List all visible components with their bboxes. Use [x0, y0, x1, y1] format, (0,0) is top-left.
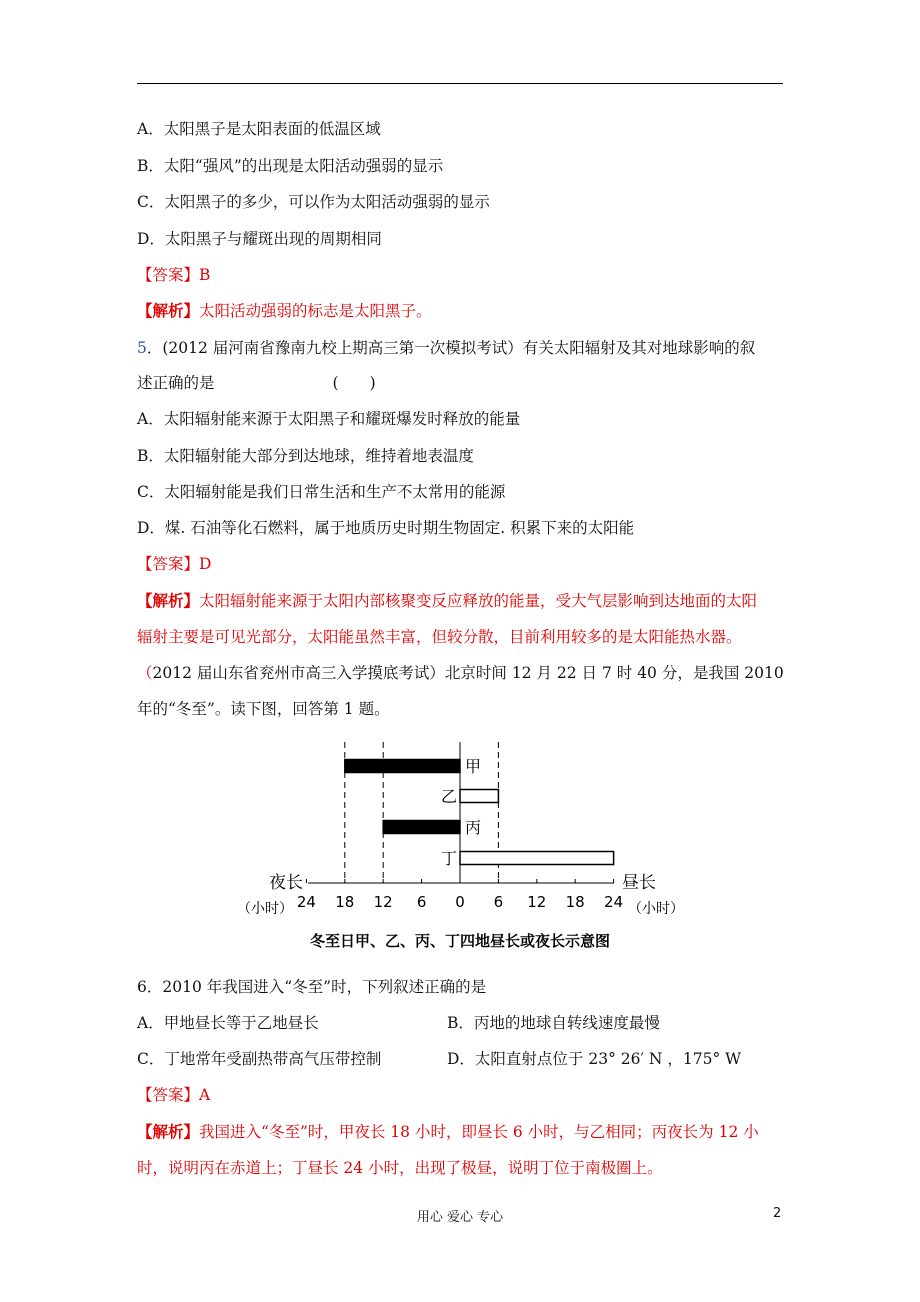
q5-stem-text2: 述正确的是: [137, 374, 215, 392]
row-label-4: 丁: [440, 849, 457, 868]
q5-option-d: D．煤. 石油等化石燃料，属于地质历史时期生物固定. 积累下来的太阳能: [137, 519, 635, 537]
analysis-text: 我国进入“冬至”时，甲夜长 18 小时，即昼长 6 小时，与乙相同；丙夜长为 12 小: [199, 1123, 759, 1141]
q4-answer: 【答案】B: [137, 266, 211, 284]
q5-answer: 【答案】D: [137, 555, 212, 573]
left-axis-unit: （小时）: [237, 901, 293, 917]
day-night-length-figure: [0, 730, 920, 960]
page-number: 2: [773, 1206, 782, 1221]
q5-number: 5: [137, 339, 147, 357]
q6-option-b: B．丙地的地球自转线速度最慢: [447, 1014, 660, 1032]
tick-label: 6: [416, 893, 427, 911]
figure-caption: 冬至日甲、乙、丙、丁四地昼长或夜长示意图: [309, 932, 611, 950]
right-axis-label: 昼长: [622, 873, 656, 893]
q6-answer: 【答案】A: [137, 1086, 211, 1104]
analysis-tag: 【解析】: [137, 1122, 200, 1141]
q6-option-c: C．丁地常年受副热带高气压带控制: [137, 1050, 382, 1068]
right-axis-unit: （小时）: [628, 901, 684, 917]
q4-option-d: D．太阳黑子与耀斑出现的周期相同: [137, 230, 382, 248]
header-rule: [137, 83, 783, 84]
q5-option-b: B．太阳辐射能大部分到达地球，维持着地表温度: [137, 447, 474, 465]
tick-label: 12: [527, 893, 547, 911]
q4-analysis: [137, 301, 432, 321]
q5-option-c: C．太阳辐射能是我们日常生活和生产不太常用的能源: [137, 483, 506, 501]
q5-analysis-line1: [137, 591, 757, 611]
intro-text: 2012 届山东省兖州市高三入学摸底考试）北京时间 12 月 22 日 7 时 40 分，是我国 2010: [152, 664, 784, 682]
q5-paren: ( ): [332, 374, 376, 392]
q5-stem-line2: [137, 373, 376, 393]
row-label-3: 丙: [465, 818, 482, 837]
analysis-text: 太阳辐射能来源于太阳内部核聚变反应释放的能量，受大气层影响到达地面的太阳: [199, 592, 758, 610]
analysis-tag: 【解析】: [137, 591, 200, 610]
tick-label: 18: [335, 893, 355, 911]
ticks: [297, 879, 623, 911]
bar-3: [383, 821, 460, 834]
tick-label: 6: [493, 893, 504, 911]
tick-label: 24: [296, 893, 316, 911]
analysis-text: 太阳活动强弱的标志是太阳黑子。: [199, 302, 432, 320]
row-label-2: 乙: [440, 787, 457, 806]
q5-analysis-line2: 辐射主要是可见光部分，太阳能虽然丰富，但较分散，目前利用较多的是太阳能热水器。: [137, 628, 742, 646]
tick-label: 12: [373, 893, 393, 911]
bar-4: [460, 852, 614, 865]
analysis-tag: 【解析】: [137, 301, 200, 320]
q6-analysis-line2: 时，说明丙在赤道上；丁昼长 24 小时，出现了极昼，说明丁位于南极圈上。: [137, 1159, 663, 1177]
q4-option-b: B．太阳“强风”的出现是太阳活动强弱的显示: [137, 157, 444, 175]
bar-2: [460, 790, 498, 803]
row-label-1: 甲: [465, 757, 482, 776]
q4-option-a: A．太阳黑子是太阳表面的低温区域: [137, 120, 381, 138]
q5-option-a: A．太阳辐射能来源于太阳黑子和耀斑爆发时释放的能量: [137, 410, 521, 428]
q5-stem-line1: [137, 338, 755, 358]
q6-analysis-line1: [137, 1122, 759, 1142]
tick-label: 0: [455, 893, 465, 911]
q4-option-c: C．太阳黑子的多少，可以作为太阳活动强弱的显示: [137, 193, 490, 211]
tick-label: 18: [565, 893, 585, 911]
footer-slogan: 用心 爱心 专心: [416, 1210, 504, 1225]
q6-intro-line1: [137, 663, 784, 683]
q6-stem: 6．2010 年我国进入“冬至”时，下列叙述正确的是: [137, 978, 487, 996]
bar-1: [345, 760, 460, 773]
tick-label: 24: [604, 893, 624, 911]
left-axis-label: 夜长: [269, 873, 303, 893]
q5-stem-text: ．(2012 届河南省豫南九校上期高三第一次模拟考试）有关太阳辐射及其对地球影响的叙: [146, 339, 756, 357]
q6-option-a: A．甲地昼长等于乙地昼长: [137, 1014, 319, 1032]
q6-option-d: D．太阳直射点位于 23° 26′ N ，175° W: [447, 1050, 742, 1068]
intro-paren: （: [137, 664, 153, 682]
q6-intro-line2: 年的“冬至”。读下图，回答第 1 题。: [137, 700, 390, 718]
